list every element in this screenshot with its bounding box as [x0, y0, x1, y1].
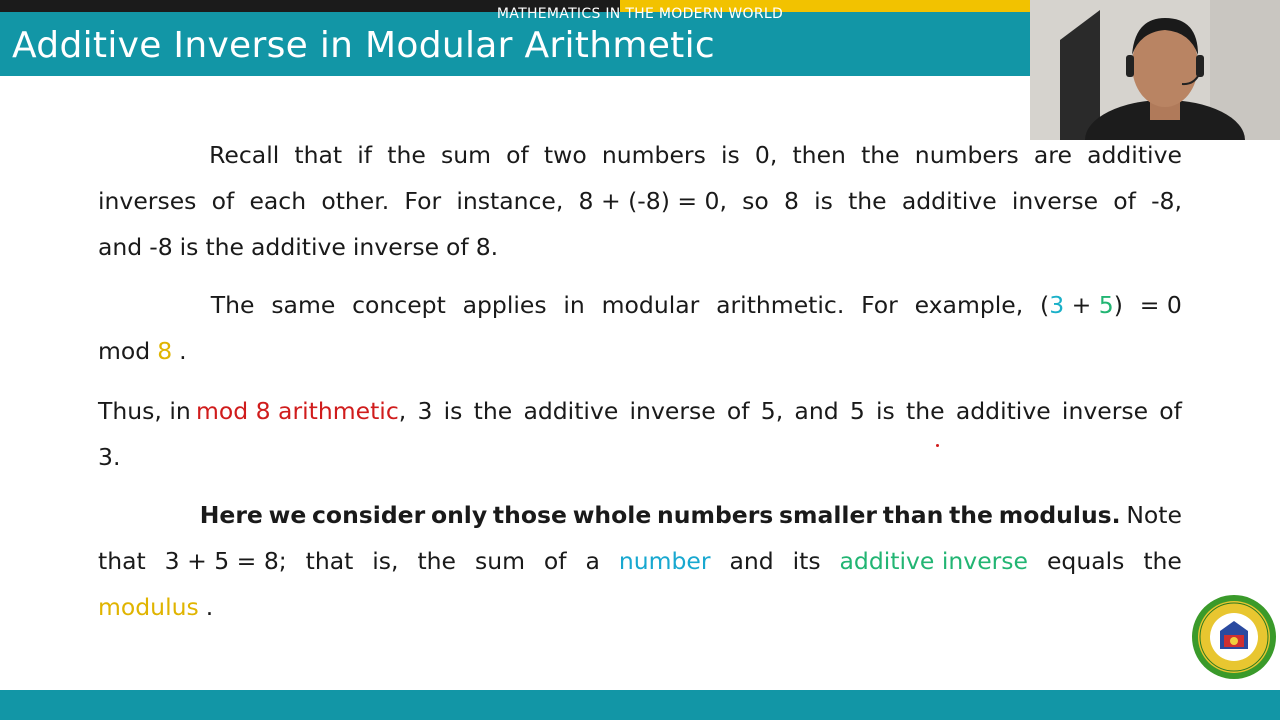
footer-course-title: MATHEMATICS IN THE MODERN WORLD: [496, 6, 784, 22]
seal-icon: [1190, 593, 1278, 681]
university-seal-logo: [1190, 593, 1278, 681]
text-line: that 3 + 5 = 8; that is, the sum of a number and its additive inverse equals the: [98, 538, 1182, 584]
example-expression: (3 + 5): [1040, 291, 1123, 319]
paragraph-mod8-conclusion: [98, 388, 1182, 480]
mod8-highlight: mod 8 arithmetic: [195, 397, 399, 425]
slide-title: Additive Inverse in Modular Arithmetic: [12, 25, 715, 66]
text-line: Here we consider only those whole numbers smaller than the modulus. Note: [199, 501, 1182, 529]
term-modulus: modulus: [98, 593, 199, 621]
modulus-eight: 8: [157, 337, 173, 365]
paragraph-additive-inverse-definition: [98, 132, 1182, 270]
term-number: number: [618, 547, 711, 575]
paragraph-modulus-note: [98, 492, 1182, 630]
text-line: modulus .: [98, 593, 214, 621]
text-line: 3.: [98, 443, 121, 471]
text-line: and -8 is the additive inverse of 8.: [98, 233, 499, 261]
text-line: The same concept applies in modular arithmetic. For example, (3 + 5) = 0: [98, 282, 1182, 328]
text-line: Recall that if the sum of two numbers is 0, then the numbers are additive: [209, 141, 1182, 169]
text-line: mod 8 .: [98, 337, 187, 365]
footer-bar: [0, 690, 1280, 720]
operand-three: 3: [1049, 291, 1065, 319]
text-line: Thus, in mod 8 arithmetic, 3 is the additive inverse of 5, and 5 is the additive inverse of: [98, 397, 1182, 425]
operand-five: 5: [1098, 291, 1114, 319]
annotation-dot: [936, 444, 939, 447]
paragraph-modular-example: [98, 282, 1182, 374]
text-line: inverses of each other. For instance, 8 + (-8) = 0, so 8 is the additive inverse of -8,: [98, 187, 1182, 215]
term-additive-inverse: additive inverse: [839, 547, 1029, 575]
